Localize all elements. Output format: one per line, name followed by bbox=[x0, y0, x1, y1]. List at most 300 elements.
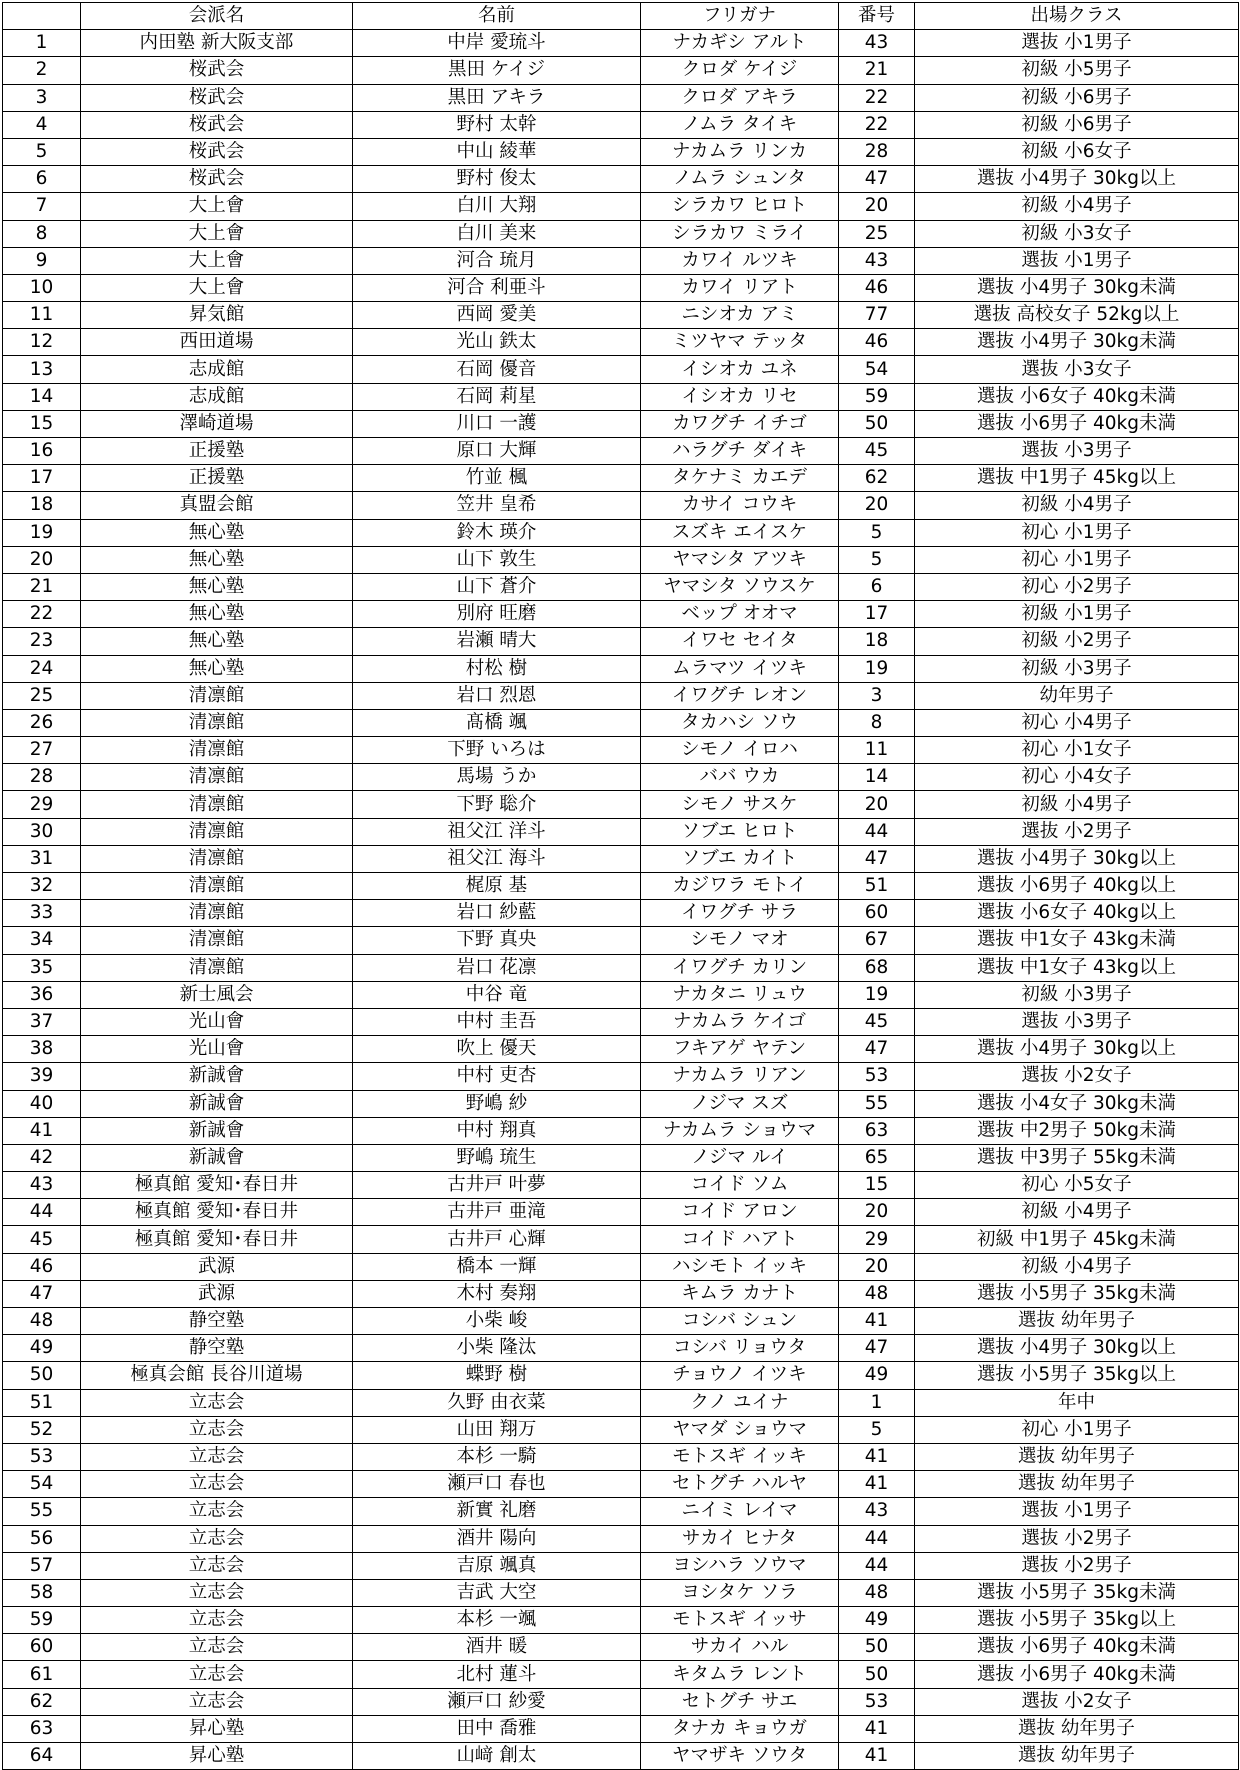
row-index: 61 bbox=[3, 1661, 81, 1688]
name-cell: 中村 圭吾 bbox=[353, 1008, 641, 1035]
table-row bbox=[3, 1226, 1239, 1253]
entry-table bbox=[2, 2, 1239, 1770]
table-row bbox=[3, 274, 1239, 301]
class-cell: 選抜 小4男子 30kg以上 bbox=[915, 1036, 1239, 1063]
table-row bbox=[3, 1498, 1239, 1525]
club-cell: 無心塾 bbox=[81, 655, 353, 682]
class-cell: 選抜 小1男子 bbox=[915, 1498, 1239, 1525]
number-cell: 47 bbox=[839, 166, 915, 193]
table-row bbox=[3, 1715, 1239, 1742]
row-index: 19 bbox=[3, 519, 81, 546]
number-cell: 5 bbox=[839, 1416, 915, 1443]
table-row bbox=[3, 1008, 1239, 1035]
number-cell: 45 bbox=[839, 1008, 915, 1035]
class-cell: 初心 小1男子 bbox=[915, 519, 1239, 546]
class-cell: 初心 小1男子 bbox=[915, 1416, 1239, 1443]
row-index: 59 bbox=[3, 1607, 81, 1634]
row-index: 22 bbox=[3, 601, 81, 628]
row-index: 39 bbox=[3, 1063, 81, 1090]
row-index: 13 bbox=[3, 356, 81, 383]
class-cell: 初級 小4男子 bbox=[915, 791, 1239, 818]
name-cell: 吉武 大空 bbox=[353, 1579, 641, 1606]
number-cell: 41 bbox=[839, 1308, 915, 1335]
number-cell: 50 bbox=[839, 1661, 915, 1688]
club-cell: 大上會 bbox=[81, 220, 353, 247]
class-cell: 選抜 小2女子 bbox=[915, 1688, 1239, 1715]
number-cell: 48 bbox=[839, 1280, 915, 1307]
number-cell: 63 bbox=[839, 1117, 915, 1144]
number-cell: 51 bbox=[839, 873, 915, 900]
number-cell: 19 bbox=[839, 655, 915, 682]
class-cell: 選抜 幼年男子 bbox=[915, 1308, 1239, 1335]
number-cell: 68 bbox=[839, 954, 915, 981]
number-cell: 15 bbox=[839, 1172, 915, 1199]
furigana-cell: ニイミ レイマ bbox=[641, 1498, 839, 1525]
name-cell: 岩口 紗藍 bbox=[353, 900, 641, 927]
club-cell: 澤崎道場 bbox=[81, 410, 353, 437]
class-cell: 選抜 小4男子 30kg未満 bbox=[915, 274, 1239, 301]
number-cell: 21 bbox=[839, 57, 915, 84]
row-index: 41 bbox=[3, 1117, 81, 1144]
club-cell: 立志会 bbox=[81, 1525, 353, 1552]
class-cell: 選抜 幼年男子 bbox=[915, 1715, 1239, 1742]
row-index: 32 bbox=[3, 873, 81, 900]
furigana-cell: コイド ハアト bbox=[641, 1226, 839, 1253]
furigana-cell: ヤマザキ ソウタ bbox=[641, 1743, 839, 1770]
row-index: 64 bbox=[3, 1743, 81, 1770]
header-row bbox=[3, 3, 1239, 30]
furigana-cell: ノジマ ルイ bbox=[641, 1144, 839, 1171]
class-cell: 初心 小1男子 bbox=[915, 546, 1239, 573]
club-cell: 昇気館 bbox=[81, 302, 353, 329]
name-cell: 中村 吏杏 bbox=[353, 1063, 641, 1090]
class-cell: 選抜 小5男子 35kg未満 bbox=[915, 1579, 1239, 1606]
furigana-cell: ソブエ ヒロト bbox=[641, 818, 839, 845]
class-cell: 選抜 幼年男子 bbox=[915, 1443, 1239, 1470]
header-club: 会派名 bbox=[81, 3, 353, 30]
table-row bbox=[3, 1607, 1239, 1634]
name-cell: 山﨑 創太 bbox=[353, 1743, 641, 1770]
furigana-cell: イシオカ ユネ bbox=[641, 356, 839, 383]
club-cell: 清凛館 bbox=[81, 873, 353, 900]
header-furigana: フリガナ bbox=[641, 3, 839, 30]
class-cell: 選抜 小5男子 35kg以上 bbox=[915, 1607, 1239, 1634]
number-cell: 46 bbox=[839, 329, 915, 356]
table-row bbox=[3, 30, 1239, 57]
furigana-cell: キタムラ レント bbox=[641, 1661, 839, 1688]
club-cell: 正援塾 bbox=[81, 438, 353, 465]
row-index: 29 bbox=[3, 791, 81, 818]
table-row bbox=[3, 1280, 1239, 1307]
class-cell: 初級 小4男子 bbox=[915, 193, 1239, 220]
table-row bbox=[3, 655, 1239, 682]
table-row bbox=[3, 1443, 1239, 1470]
number-cell: 46 bbox=[839, 274, 915, 301]
name-cell: 岩瀬 晴大 bbox=[353, 628, 641, 655]
furigana-cell: ムラマツ イツキ bbox=[641, 655, 839, 682]
number-cell: 45 bbox=[839, 438, 915, 465]
class-cell: 選抜 中1男子 45kg以上 bbox=[915, 465, 1239, 492]
header-number: 番号 bbox=[839, 3, 915, 30]
name-cell: 光山 鉄太 bbox=[353, 329, 641, 356]
number-cell: 53 bbox=[839, 1063, 915, 1090]
furigana-cell: シラカワ ヒロト bbox=[641, 193, 839, 220]
name-cell: 川口 一護 bbox=[353, 410, 641, 437]
number-cell: 28 bbox=[839, 138, 915, 165]
furigana-cell: ベップ オオマ bbox=[641, 601, 839, 628]
furigana-cell: クノ ユイナ bbox=[641, 1389, 839, 1416]
table-row bbox=[3, 1036, 1239, 1063]
club-cell: 武源 bbox=[81, 1280, 353, 1307]
row-index: 14 bbox=[3, 383, 81, 410]
table-row bbox=[3, 1634, 1239, 1661]
table-row bbox=[3, 519, 1239, 546]
class-cell: 選抜 中2男子 50kg未満 bbox=[915, 1117, 1239, 1144]
club-cell: 立志会 bbox=[81, 1471, 353, 1498]
furigana-cell: クロダ アキラ bbox=[641, 84, 839, 111]
name-cell: 髙橋 颯 bbox=[353, 709, 641, 736]
row-index: 25 bbox=[3, 682, 81, 709]
club-cell: 極真会館 長谷川道場 bbox=[81, 1362, 353, 1389]
furigana-cell: イワグチ カリン bbox=[641, 954, 839, 981]
class-cell: 幼年男子 bbox=[915, 682, 1239, 709]
name-cell: 下野 真央 bbox=[353, 927, 641, 954]
name-cell: 酒井 陽向 bbox=[353, 1525, 641, 1552]
number-cell: 47 bbox=[839, 1036, 915, 1063]
club-cell: 大上會 bbox=[81, 247, 353, 274]
row-index: 47 bbox=[3, 1280, 81, 1307]
club-cell: 桜武会 bbox=[81, 166, 353, 193]
club-cell: 武源 bbox=[81, 1253, 353, 1280]
furigana-cell: ナカムラ リアン bbox=[641, 1063, 839, 1090]
table-row bbox=[3, 1117, 1239, 1144]
name-cell: 河合 利亜斗 bbox=[353, 274, 641, 301]
class-cell: 初級 中1男子 45kg未満 bbox=[915, 1226, 1239, 1253]
table-row bbox=[3, 1688, 1239, 1715]
row-index: 8 bbox=[3, 220, 81, 247]
class-cell: 選抜 小2男子 bbox=[915, 1525, 1239, 1552]
row-index: 46 bbox=[3, 1253, 81, 1280]
number-cell: 60 bbox=[839, 900, 915, 927]
name-cell: 西岡 愛美 bbox=[353, 302, 641, 329]
class-cell: 選抜 小6男子 40kg未満 bbox=[915, 1634, 1239, 1661]
number-cell: 18 bbox=[839, 628, 915, 655]
class-cell: 選抜 高校女子 52kg以上 bbox=[915, 302, 1239, 329]
club-cell: 大上會 bbox=[81, 193, 353, 220]
name-cell: 野嶋 紗 bbox=[353, 1090, 641, 1117]
table-row bbox=[3, 166, 1239, 193]
table-row bbox=[3, 57, 1239, 84]
class-cell: 選抜 小3男子 bbox=[915, 1008, 1239, 1035]
name-cell: 山田 翔万 bbox=[353, 1416, 641, 1443]
club-cell: 清凛館 bbox=[81, 737, 353, 764]
name-cell: 瀬戸口 紗愛 bbox=[353, 1688, 641, 1715]
club-cell: 新誠會 bbox=[81, 1117, 353, 1144]
number-cell: 59 bbox=[839, 383, 915, 410]
row-index: 35 bbox=[3, 954, 81, 981]
row-index: 18 bbox=[3, 492, 81, 519]
row-index: 9 bbox=[3, 247, 81, 274]
name-cell: 山下 敦生 bbox=[353, 546, 641, 573]
name-cell: 古井戸 叶夢 bbox=[353, 1172, 641, 1199]
furigana-cell: モトスギ イッサ bbox=[641, 1607, 839, 1634]
furigana-cell: コイド アロン bbox=[641, 1199, 839, 1226]
table-row bbox=[3, 791, 1239, 818]
table-row bbox=[3, 1661, 1239, 1688]
furigana-cell: カワグチ イチゴ bbox=[641, 410, 839, 437]
name-cell: 野村 太幹 bbox=[353, 111, 641, 138]
table-row bbox=[3, 1743, 1239, 1770]
number-cell: 49 bbox=[839, 1607, 915, 1634]
number-cell: 77 bbox=[839, 302, 915, 329]
number-cell: 29 bbox=[839, 1226, 915, 1253]
name-cell: 木村 奏翔 bbox=[353, 1280, 641, 1307]
class-cell: 初心 小1女子 bbox=[915, 737, 1239, 764]
name-cell: 祖父江 洋斗 bbox=[353, 818, 641, 845]
furigana-cell: ノジマ スズ bbox=[641, 1090, 839, 1117]
club-cell: 新誠會 bbox=[81, 1090, 353, 1117]
table-row bbox=[3, 546, 1239, 573]
table-row bbox=[3, 1199, 1239, 1226]
club-cell: 立志会 bbox=[81, 1634, 353, 1661]
row-index: 36 bbox=[3, 981, 81, 1008]
club-cell: 光山會 bbox=[81, 1008, 353, 1035]
club-cell: 光山會 bbox=[81, 1036, 353, 1063]
row-index: 33 bbox=[3, 900, 81, 927]
club-cell: 無心塾 bbox=[81, 519, 353, 546]
name-cell: 祖父江 海斗 bbox=[353, 845, 641, 872]
table-row bbox=[3, 818, 1239, 845]
number-cell: 14 bbox=[839, 764, 915, 791]
furigana-cell: フキアゲ ヤテン bbox=[641, 1036, 839, 1063]
club-cell: 立志会 bbox=[81, 1607, 353, 1634]
class-cell: 選抜 小3女子 bbox=[915, 356, 1239, 383]
number-cell: 20 bbox=[839, 1253, 915, 1280]
header-name: 名前 bbox=[353, 3, 641, 30]
number-cell: 49 bbox=[839, 1362, 915, 1389]
class-cell: 選抜 小4男子 30kg以上 bbox=[915, 845, 1239, 872]
row-index: 26 bbox=[3, 709, 81, 736]
row-index: 53 bbox=[3, 1443, 81, 1470]
number-cell: 20 bbox=[839, 193, 915, 220]
name-cell: 白川 美来 bbox=[353, 220, 641, 247]
row-index: 3 bbox=[3, 84, 81, 111]
row-index: 40 bbox=[3, 1090, 81, 1117]
name-cell: 河合 琉月 bbox=[353, 247, 641, 274]
furigana-cell: セトグチ サエ bbox=[641, 1688, 839, 1715]
row-index: 2 bbox=[3, 57, 81, 84]
number-cell: 41 bbox=[839, 1471, 915, 1498]
number-cell: 3 bbox=[839, 682, 915, 709]
class-cell: 選抜 幼年男子 bbox=[915, 1743, 1239, 1770]
class-cell: 初級 小6男子 bbox=[915, 111, 1239, 138]
number-cell: 50 bbox=[839, 1634, 915, 1661]
table-row bbox=[3, 1389, 1239, 1416]
furigana-cell: コイド ソム bbox=[641, 1172, 839, 1199]
number-cell: 62 bbox=[839, 465, 915, 492]
furigana-cell: ハラグチ ダイキ bbox=[641, 438, 839, 465]
number-cell: 50 bbox=[839, 410, 915, 437]
name-cell: 古井戸 心輝 bbox=[353, 1226, 641, 1253]
class-cell: 初心 小4男子 bbox=[915, 709, 1239, 736]
table-row bbox=[3, 438, 1239, 465]
name-cell: 山下 蒼介 bbox=[353, 573, 641, 600]
club-cell: 志成館 bbox=[81, 356, 353, 383]
number-cell: 41 bbox=[839, 1743, 915, 1770]
furigana-cell: ソブエ カイト bbox=[641, 845, 839, 872]
furigana-cell: ヤマシタ ソウスケ bbox=[641, 573, 839, 600]
class-cell: 選抜 小1男子 bbox=[915, 30, 1239, 57]
table-row bbox=[3, 1362, 1239, 1389]
row-index: 24 bbox=[3, 655, 81, 682]
table-row bbox=[3, 981, 1239, 1008]
name-cell: 久野 由衣菜 bbox=[353, 1389, 641, 1416]
row-index: 34 bbox=[3, 927, 81, 954]
table-row bbox=[3, 1552, 1239, 1579]
furigana-cell: ババ ウカ bbox=[641, 764, 839, 791]
class-cell: 初級 小3男子 bbox=[915, 655, 1239, 682]
class-cell: 選抜 小6男子 40kg未満 bbox=[915, 410, 1239, 437]
table-row bbox=[3, 193, 1239, 220]
name-cell: 下野 聡介 bbox=[353, 791, 641, 818]
table-row bbox=[3, 1525, 1239, 1552]
name-cell: 村松 樹 bbox=[353, 655, 641, 682]
class-cell: 選抜 幼年男子 bbox=[915, 1471, 1239, 1498]
class-cell: 選抜 小4女子 30kg未満 bbox=[915, 1090, 1239, 1117]
row-index: 31 bbox=[3, 845, 81, 872]
table-row bbox=[3, 1416, 1239, 1443]
row-index: 12 bbox=[3, 329, 81, 356]
furigana-cell: ニシオカ アミ bbox=[641, 302, 839, 329]
name-cell: 古井戸 亜滝 bbox=[353, 1199, 641, 1226]
class-cell: 初級 小3女子 bbox=[915, 220, 1239, 247]
number-cell: 43 bbox=[839, 30, 915, 57]
furigana-cell: ヨシハラ ソウマ bbox=[641, 1552, 839, 1579]
class-cell: 選抜 小1男子 bbox=[915, 247, 1239, 274]
row-index: 23 bbox=[3, 628, 81, 655]
class-cell: 初級 小3男子 bbox=[915, 981, 1239, 1008]
class-cell: 選抜 小6男子 40kg以上 bbox=[915, 873, 1239, 900]
number-cell: 19 bbox=[839, 981, 915, 1008]
name-cell: 石岡 優音 bbox=[353, 356, 641, 383]
furigana-cell: ヨシタケ ソラ bbox=[641, 1579, 839, 1606]
club-cell: 桜武会 bbox=[81, 57, 353, 84]
class-cell: 初心 小2男子 bbox=[915, 573, 1239, 600]
name-cell: 吉原 颯真 bbox=[353, 1552, 641, 1579]
name-cell: 中村 翔真 bbox=[353, 1117, 641, 1144]
furigana-cell: ナカムラ ショウマ bbox=[641, 1117, 839, 1144]
table-row bbox=[3, 356, 1239, 383]
club-cell: 桜武会 bbox=[81, 84, 353, 111]
row-index: 28 bbox=[3, 764, 81, 791]
row-index: 7 bbox=[3, 193, 81, 220]
club-cell: 極真館 愛知･春日井 bbox=[81, 1226, 353, 1253]
name-cell: 田中 喬雅 bbox=[353, 1715, 641, 1742]
furigana-cell: ノムラ シュンタ bbox=[641, 166, 839, 193]
club-cell: 極真館 愛知･春日井 bbox=[81, 1172, 353, 1199]
club-cell: 立志会 bbox=[81, 1579, 353, 1606]
row-index: 49 bbox=[3, 1335, 81, 1362]
row-index: 5 bbox=[3, 138, 81, 165]
table-body bbox=[3, 30, 1239, 1770]
table-row bbox=[3, 764, 1239, 791]
club-cell: 清凛館 bbox=[81, 900, 353, 927]
row-index: 50 bbox=[3, 1362, 81, 1389]
number-cell: 20 bbox=[839, 1199, 915, 1226]
furigana-cell: タナカ キョウガ bbox=[641, 1715, 839, 1742]
furigana-cell: コシバ シュン bbox=[641, 1308, 839, 1335]
name-cell: 別府 旺磨 bbox=[353, 601, 641, 628]
furigana-cell: カサイ コウキ bbox=[641, 492, 839, 519]
table-row bbox=[3, 492, 1239, 519]
club-cell: 西田道場 bbox=[81, 329, 353, 356]
name-cell: 野嶋 琉生 bbox=[353, 1144, 641, 1171]
club-cell: 清凛館 bbox=[81, 818, 353, 845]
class-cell: 初級 小2男子 bbox=[915, 628, 1239, 655]
class-cell: 初級 小4男子 bbox=[915, 492, 1239, 519]
table-row bbox=[3, 873, 1239, 900]
row-index: 48 bbox=[3, 1308, 81, 1335]
furigana-cell: カワイ ルツキ bbox=[641, 247, 839, 274]
class-cell: 選抜 小3男子 bbox=[915, 438, 1239, 465]
club-cell: 昇心塾 bbox=[81, 1743, 353, 1770]
furigana-cell: シモノ サスケ bbox=[641, 791, 839, 818]
furigana-cell: スズキ エイスケ bbox=[641, 519, 839, 546]
number-cell: 54 bbox=[839, 356, 915, 383]
table-row bbox=[3, 601, 1239, 628]
class-cell: 選抜 中3男子 55kg未満 bbox=[915, 1144, 1239, 1171]
row-index: 6 bbox=[3, 166, 81, 193]
club-cell: 清凛館 bbox=[81, 927, 353, 954]
table-row bbox=[3, 410, 1239, 437]
furigana-cell: ナカムラ ケイゴ bbox=[641, 1008, 839, 1035]
club-cell: 新誠會 bbox=[81, 1063, 353, 1090]
table-row bbox=[3, 465, 1239, 492]
club-cell: 立志会 bbox=[81, 1443, 353, 1470]
furigana-cell: カジワラ モトイ bbox=[641, 873, 839, 900]
number-cell: 67 bbox=[839, 927, 915, 954]
table-row bbox=[3, 1172, 1239, 1199]
table-row bbox=[3, 1335, 1239, 1362]
table-row bbox=[3, 247, 1239, 274]
number-cell: 17 bbox=[839, 601, 915, 628]
table-row bbox=[3, 573, 1239, 600]
furigana-cell: ハシモト イッキ bbox=[641, 1253, 839, 1280]
furigana-cell: イワグチ サラ bbox=[641, 900, 839, 927]
name-cell: 黒田 ケイジ bbox=[353, 57, 641, 84]
furigana-cell: シモノ マオ bbox=[641, 927, 839, 954]
row-index: 63 bbox=[3, 1715, 81, 1742]
name-cell: 竹並 楓 bbox=[353, 465, 641, 492]
club-cell: 無心塾 bbox=[81, 546, 353, 573]
row-index: 62 bbox=[3, 1688, 81, 1715]
furigana-cell: ヤマシタ アツキ bbox=[641, 546, 839, 573]
row-index: 55 bbox=[3, 1498, 81, 1525]
furigana-cell: サカイ ヒナタ bbox=[641, 1525, 839, 1552]
name-cell: 新實 礼磨 bbox=[353, 1498, 641, 1525]
row-index: 43 bbox=[3, 1172, 81, 1199]
table-row bbox=[3, 1579, 1239, 1606]
club-cell: 清凛館 bbox=[81, 845, 353, 872]
row-index: 30 bbox=[3, 818, 81, 845]
club-cell: 無心塾 bbox=[81, 573, 353, 600]
class-cell: 初級 小4男子 bbox=[915, 1199, 1239, 1226]
club-cell: 桜武会 bbox=[81, 138, 353, 165]
row-index: 45 bbox=[3, 1226, 81, 1253]
name-cell: 野村 俊太 bbox=[353, 166, 641, 193]
name-cell: 瀬戸口 春也 bbox=[353, 1471, 641, 1498]
table-row bbox=[3, 682, 1239, 709]
